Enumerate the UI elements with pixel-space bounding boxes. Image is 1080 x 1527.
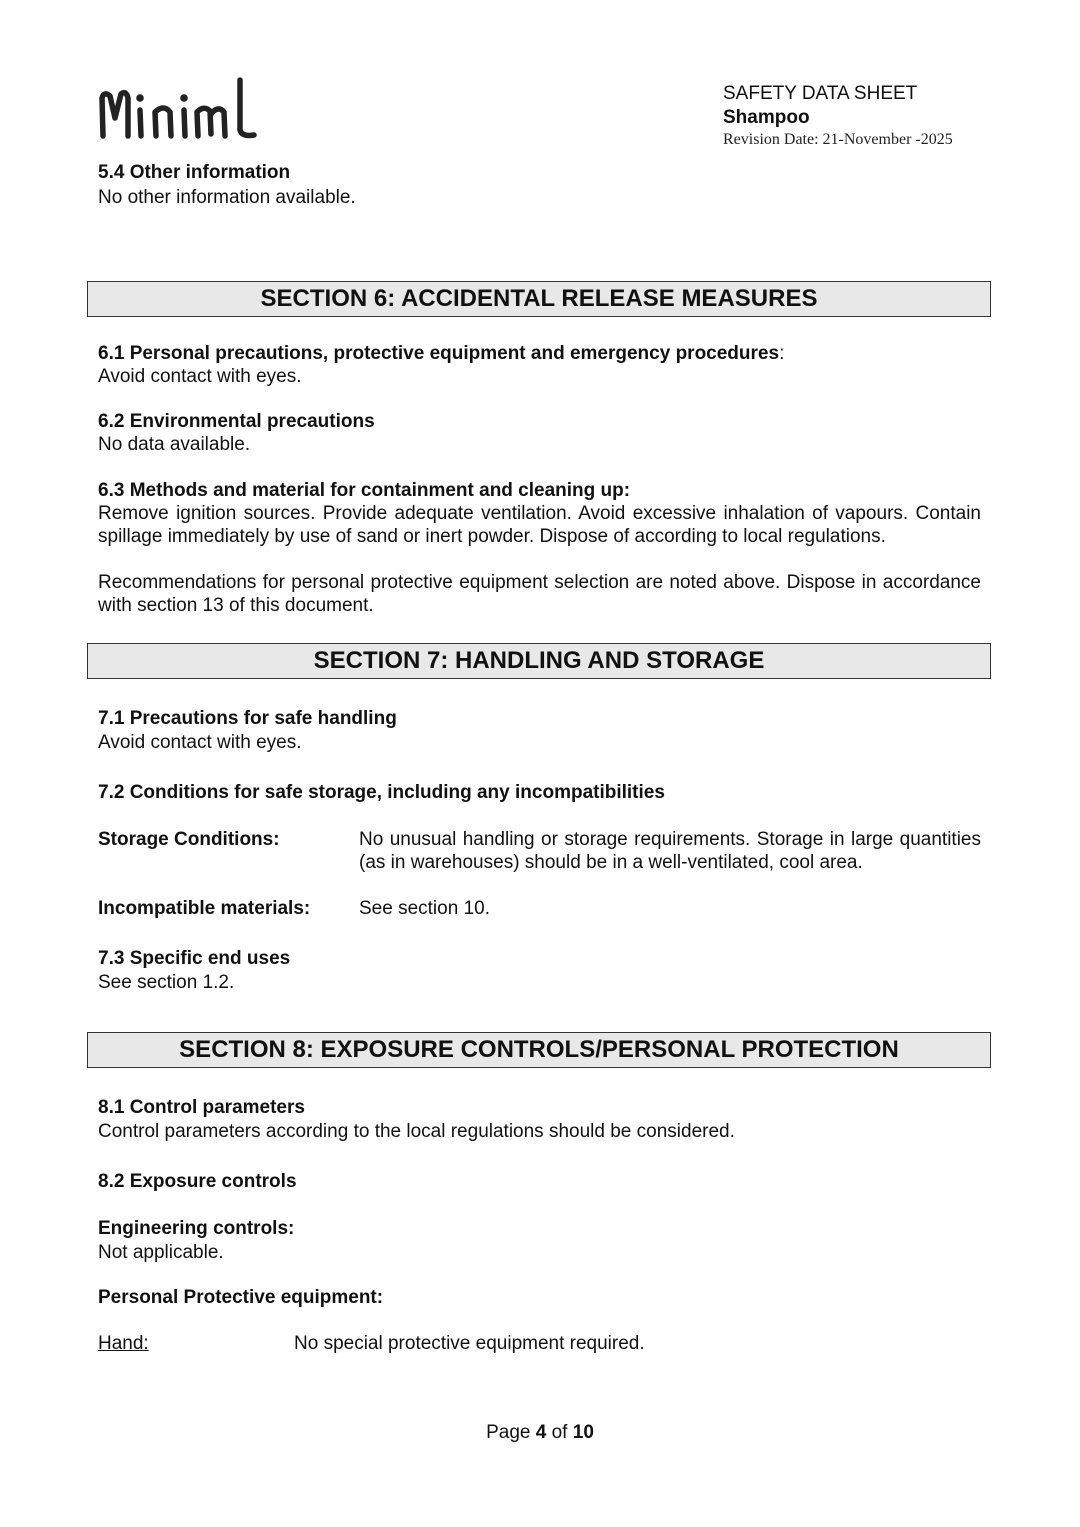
subsection-6-3-recommendations: Recommendations for personal protective equipment selection are noted above. Dispose in accordance with section 13 of this document.	[98, 572, 981, 616]
subsection-6-2-body: No data available.	[98, 434, 251, 455]
page-footer	[0, 1421, 1080, 1445]
subsection-8-1-title: 8.1 Control parameters	[98, 1097, 305, 1118]
ppe-title: Personal Protective equipment:	[98, 1287, 384, 1308]
subsection-7-2-title: 7.2 Conditions for safe storage, including any incompatibilities	[98, 782, 665, 803]
storage-conditions-value: No unusual handling or storage requirements. Storage in large quantities (as in warehouses) should be in a well-ventilated, cool area.	[359, 829, 981, 873]
engineering-controls-body: Not applicable.	[98, 1242, 224, 1263]
subsection-6-2-title: 6.2 Environmental precautions	[98, 411, 375, 432]
document-type: SAFETY DATA SHEET	[723, 83, 918, 104]
hand-label: Hand:	[98, 1333, 149, 1354]
subsection-7-1-body: Avoid contact with eyes.	[98, 732, 302, 753]
subsection-6-1-body: Avoid contact with eyes.	[98, 366, 302, 387]
subsection-5-4-title: 5.4 Other information	[98, 162, 291, 183]
page-number: 4	[535, 1422, 547, 1443]
incompatible-materials-label: Incompatible materials:	[98, 898, 311, 919]
document-header	[723, 82, 953, 150]
engineering-controls-title: Engineering controls:	[98, 1218, 295, 1239]
subsection-6-3-body: Remove ignition sources. Provide adequate ventilation. Avoid excessive inhalation of vapours. Contain spillage immediately by use of sand or inert powder. Dispose of according to local regulations.	[98, 503, 981, 547]
incompatible-materials-value: See section 10.	[359, 898, 490, 919]
product-name: Shampoo	[723, 107, 810, 128]
subsection-8-2-title: 8.2 Exposure controls	[98, 1171, 297, 1192]
page-word: Page	[486, 1422, 531, 1443]
storage-conditions-label: Storage Conditions:	[98, 829, 280, 850]
miniml-logo	[98, 74, 278, 148]
page-total: 10	[572, 1422, 594, 1443]
subsection-7-3-title: 7.3 Specific end uses	[98, 948, 291, 969]
subsection-8-1-body: Control parameters according to the local regulations should be considered.	[98, 1121, 735, 1142]
section-8-banner: SECTION 8: EXPOSURE CONTROLS/PERSONAL PROTECTION	[87, 1032, 991, 1068]
hand-value: No special protective equipment required.	[294, 1333, 645, 1354]
subsection-6-1-title: 6.1 Personal precautions, protective equipment and emergency procedures:	[98, 343, 785, 364]
section-6-banner: SECTION 6: ACCIDENTAL RELEASE MEASURES	[87, 281, 991, 317]
of-word: of	[551, 1422, 568, 1443]
revision-date: Revision Date: 21-November -2025	[723, 131, 953, 148]
subsection-7-3-body: See section 1.2.	[98, 972, 235, 993]
subsection-6-3-title: 6.3 Methods and material for containment and cleaning up:	[98, 480, 631, 501]
section-7-banner: SECTION 7: HANDLING AND STORAGE	[87, 643, 991, 679]
subsection-7-1-title: 7.1 Precautions for safe handling	[98, 708, 397, 729]
subsection-5-4-body: No other information available.	[98, 187, 356, 208]
